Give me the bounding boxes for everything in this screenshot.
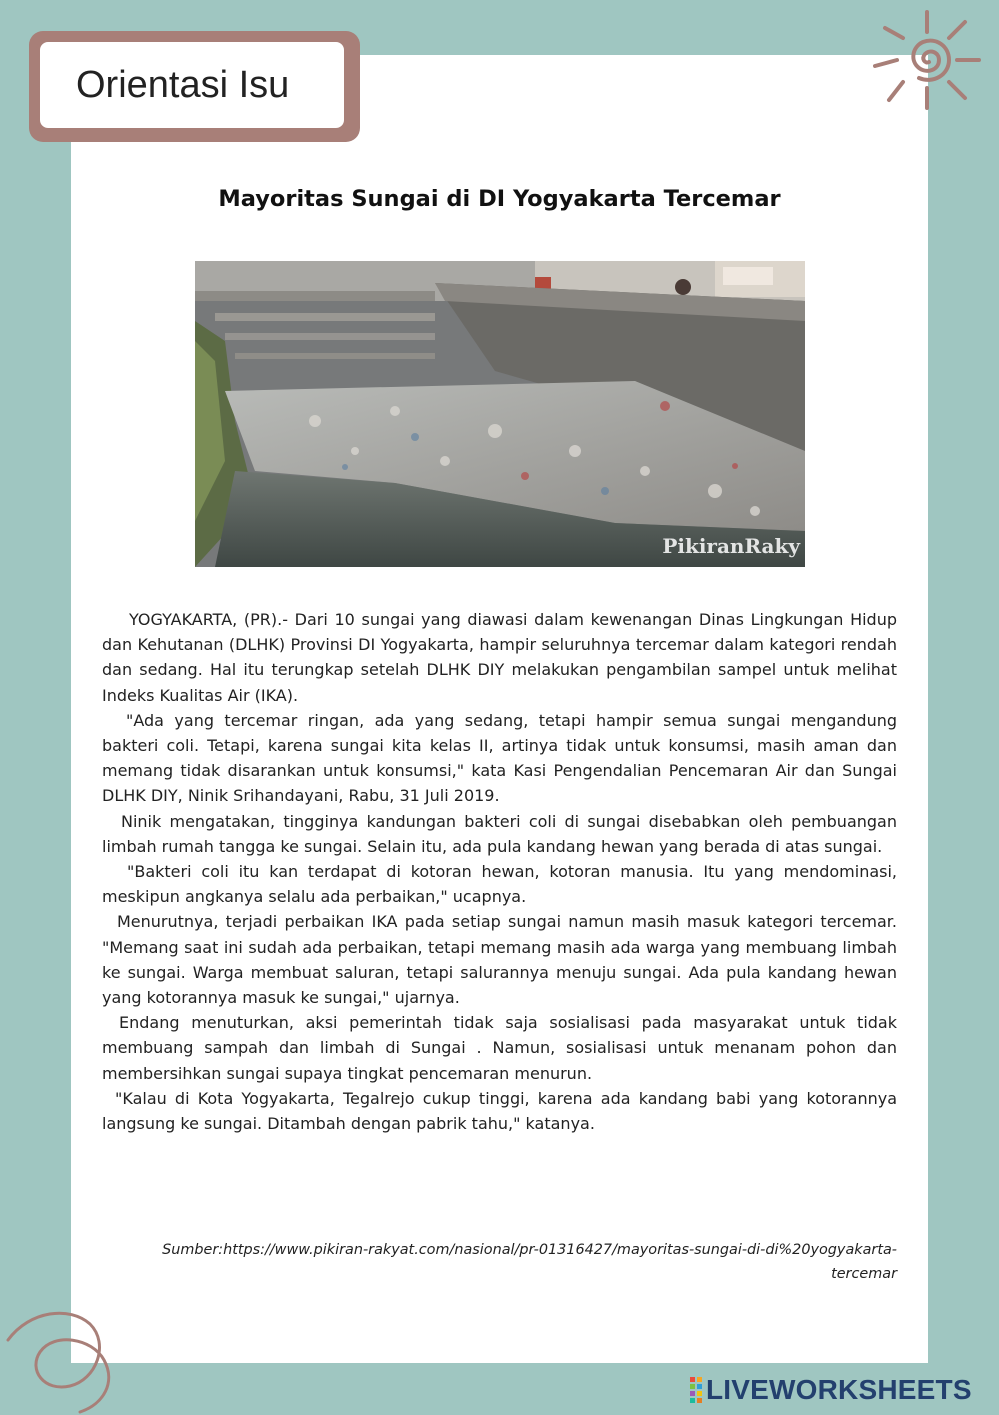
article-photo [195,261,805,567]
article-title: Mayoritas Sungai di DI Yogyakarta Tercemar [218,186,781,212]
liveworksheets-logo[interactable] [690,1375,972,1405]
paragraph: Endang menuturkan, aksi pemerintah tidak saja sosialisasi pada masyarakat untuk tidak membuang sampah dan limbah di Sungai . Namun, sosialisasi untuk menanam pohon dan membersihkan sungai supaya tingkat pencemaran menurun. [102,1013,897,1083]
logo-text: LIVEWORKSHEETS [706,1374,972,1405]
paragraph: "Kalau di Kota Yogyakarta, Tegalrejo cukup tinggi, karena ada kandang babi yang kotorannya langsung ke sungai. Ditambah dengan pabrik tahu," katanya. [102,1088,897,1134]
source-citation: Sumber:https://www.pikiran-rakyat.com/nasional/pr-01316427/mayoritas-sungai-di-di%20yogyakarta-tercemar [162,1242,897,1282]
logo-squares-icon [690,1377,702,1403]
photo-watermark: PikiranRaky [662,534,800,558]
paragraph: "Ada yang tercemar ringan, ada yang sedang, tetapi hampir semua sungai mengandung bakteri coli. Tetapi, karena sungai kita kelas II, artinya tidak untuk konsumsi, masih aman dan memang tidak disarankan untuk konsumsi," kata Kasi Pengendalian Pencemaran Air dan Sungai DLHK DIY, Ninik Srihandayani, Rabu, 31 Juli 2019. [102,710,897,806]
section-tag-label: Orientasi Isu [76,63,290,106]
sun-swirl-icon [869,4,985,114]
article-body [102,607,897,1136]
paragraph: "Bakteri coli itu kan terdapat di kotoran hewan, kotoran manusia. Itu yang mendominasi, meskipun angkanya selalu ada perbaikan," ucapnya. [102,862,897,907]
paragraph: Ninik mengatakan, tingginya kandungan bakteri coli di sungai disebabkan oleh pembuangan limbah rumah tangga ke sungai. Selain itu, ada pula kandang hewan yang berada di atas sungai. [102,811,897,856]
section-tag [36,38,348,132]
paragraph: Menurutnya, terjadi perbaikan IKA pada setiap sungai namun masih masuk kategori tercemar. "Memang saat ini sudah ada perbaikan, tetapi memang masih ada warga yang membuang limbah ke sungai. Warga membuat saluran, tetapi salurannya menuju sungai. Ada pula kandang hewan yang kotorannya masuk ke sungai," ujarnya. [102,912,897,1008]
loop-doodle-icon [0,1300,130,1415]
paragraph: YOGYAKARTA, (PR).- Dari 10 sungai yang diawasi dalam kewenangan Dinas Lingkungan Hidup dan Kehutanan (DLHK) Provinsi DI Yogyakarta, hampir seluruhnya tercemar dalam kategori rendah dan sedang. Hal itu terungkap setelah DLHK DIY melakukan pengambilan sampel untuk melihat Indeks Kualitas Air (IKA). [102,610,897,705]
polluted-river-image [195,261,805,567]
